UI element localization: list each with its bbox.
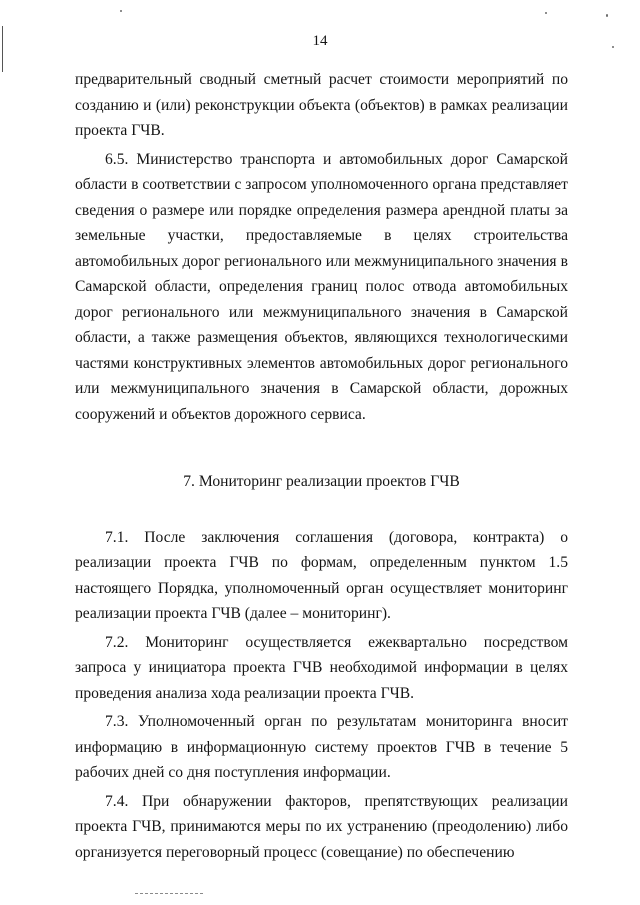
paragraph-7-4: 7.4. При обнаружении факторов, препятствующих реализации проекта ГЧВ, принимаются меры по их устранению (преодолению) либо организуется переговорный процесс (совещание) по обеспечению <box>75 792 568 861</box>
section-heading-7: 7. Мониторинг реализации проектов ГЧВ <box>183 473 460 490</box>
paragraph-6-5: 6.5. Министерство транспорта и автомобильных дорог Самарской области в соответствии с запросом уполномоченного органа представляет сведения о размере или порядке определения размера арендной платы за земельные участки, предоставляемые в целях строительства автомобильных дорог регионального или межмуниципального значения в Самарской области, определения границ полос отвода автомобильных дорог регионального или межмуниципального значения в Самарской области, а также размещения объектов, являющихся технологическими частями конструктивных элементов автомобильных дорог регионального или межмуниципального значения в Самарской области, дорожных сооружений и объектов дорожного сервиса. <box>75 150 568 423</box>
paragraph-7-1: 7.1. После заключения соглашения (договора, контракта) о реализации проекта ГЧВ по формам, определенным пунктом 1.5 настоящего Порядка, уполномоченный орган осуществляет мониторинг реализации проекта ГЧВ (далее – мониторинг). <box>75 528 568 622</box>
scan-speck <box>120 10 122 12</box>
scan-speck <box>545 12 547 14</box>
scan-bottom-artifact <box>135 893 205 894</box>
paragraph-continuation: предварительный сводный сметный расчет стоимости мероприятий по созданию и (или) реконструкции объекта (объектов) в рамках реализации проекта ГЧВ. <box>75 71 568 139</box>
paragraph-7-3: 7.3. Уполномоченный орган по результатам мониторинга вносит информацию в информационную систему проектов ГЧВ в течение 5 рабочих дней со дня поступления информации. <box>75 713 568 781</box>
scan-speck <box>606 14 608 17</box>
document-body <box>75 67 568 865</box>
paragraph-7-2: 7.2. Мониторинг осуществляется ежеквартально посредством запроса у инициатора проекта ГЧВ необходимой информации в целях проведения анализа хода реализации проекта ГЧВ. <box>75 633 568 702</box>
page-number: 14 <box>312 33 328 49</box>
